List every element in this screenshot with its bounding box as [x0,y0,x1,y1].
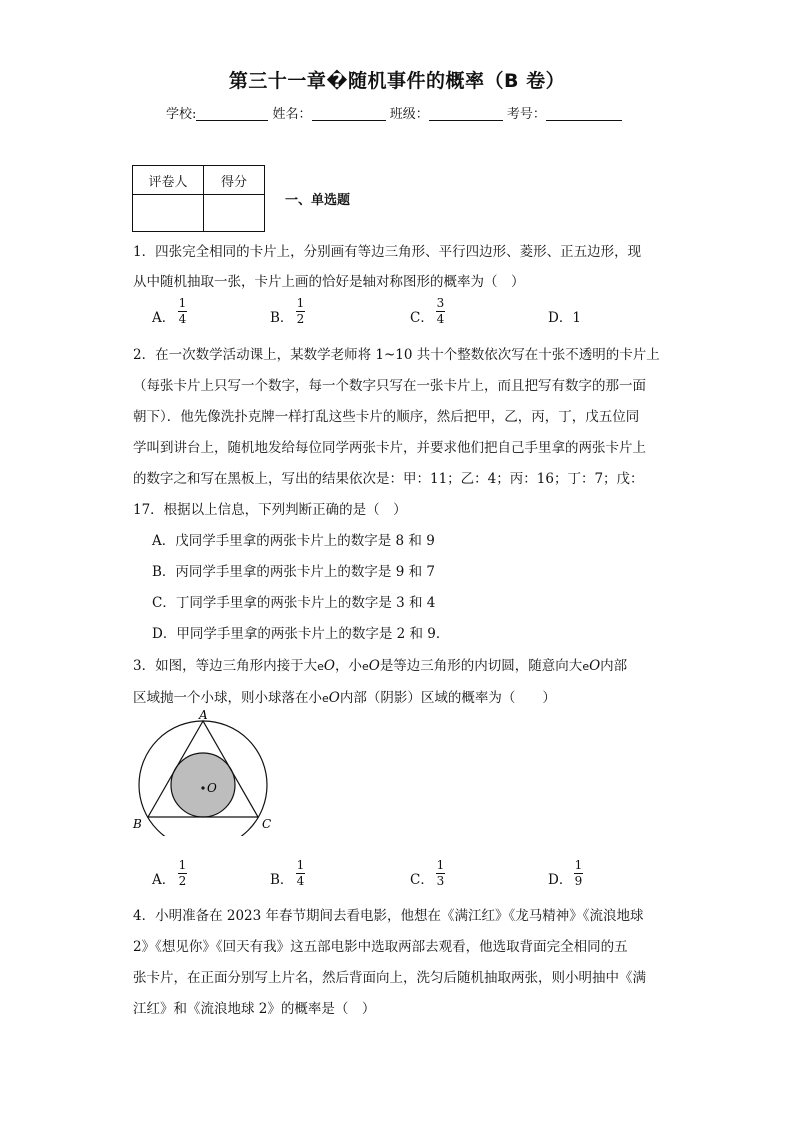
q1-option-b-fraction [296,297,305,326]
o-symbol: O [323,658,335,674]
q2-line-5: 的数字之和写在黑板上，写出的结果依次是：甲：11；乙：4；丙：16；丁：7；戊： [133,471,644,487]
numerator: 1 [178,296,187,310]
circle-symbol: e [361,660,369,673]
o-symbol: O [368,658,380,674]
q3-option-b-label[interactable]: B． [270,872,294,888]
numerator: 1 [178,858,187,872]
denominator: 2 [296,312,305,326]
page-title: 第三十一章�随机事件的概率（B 卷） [228,70,566,92]
q2-option-c[interactable]: C．丁同学手里拿的两张卡片上的数字是 3 和 4 [152,595,436,611]
q3-line-2 [133,686,556,706]
score-header: 得分 [204,166,265,195]
q3-text-3: 是等边三角形的内切圆，随意向大 [379,658,583,674]
q3-option-b-fraction [296,859,305,888]
q2-line-1: 2．在一次数学活动课上，某数学老师将 1~10 共十个整数依次写在十张不透明的卡片上 [133,347,660,363]
student-info-line [166,103,622,122]
q1-option-c-label[interactable]: C． [410,310,434,326]
section-title: 一、单选题 [285,193,351,208]
numerator: 1 [296,296,305,310]
denominator: 3 [436,874,445,888]
center-label-o: O [207,781,217,795]
o-symbol: O [328,690,340,706]
q2-line-6: 17．根据以上信息，下列判断正确的是（ ） [133,502,407,518]
class-blank[interactable] [429,106,503,121]
o-symbol: O [589,658,601,674]
q3-text-5: 区域抛一个小球，则小球落在小 [133,690,322,706]
name-blank[interactable] [312,106,386,121]
score-table [132,165,265,232]
q3-text-4: 内部 [600,658,628,674]
q3-line-1 [133,654,627,674]
numerator: 1 [436,858,445,872]
q3-option-a-fraction [178,859,187,888]
q3-option-c-fraction [436,859,445,888]
circle-symbol: e [317,660,324,673]
denominator: 2 [178,874,187,888]
circle-symbol: e [322,692,329,705]
number-blank[interactable] [546,106,622,121]
q3-text-6: 内部（阴影）区域的概率为（ ） [339,690,556,706]
denominator: 9 [574,874,583,888]
q2-option-d[interactable]: D．甲同学手里拿的两张卡片上的数字是 2 和 9． [152,626,450,642]
q4-line-4: 江红》和《流浪地球 2》的概率是（ ） [133,1001,376,1017]
circle-symbol: e [582,660,590,673]
q2-option-b[interactable]: B．丙同学手里拿的两张卡片上的数字是 9 和 7 [152,564,435,580]
school-blank[interactable] [196,106,268,121]
vertex-label-c: C [262,817,272,831]
denominator: 4 [178,312,187,326]
q1-line-2: 从中随机抽取一张，卡片上画的恰好是轴对称图形的概率为（ ） [133,274,525,290]
vertex-label-b: B [133,817,142,831]
denominator: 4 [296,874,305,888]
grader-header: 评卷人 [133,166,204,195]
q4-line-3: 张卡片，在正面分别写上片名，然后背面向上，洗匀后随机抽取两张，则小明抽中《满 [133,970,646,986]
q2-line-4: 学叫到讲台上，随机地发给每位同学两张卡片，并要求他们把自己手里拿的两张卡片上 [133,440,646,456]
q3-text-2: ，小 [334,658,362,674]
q2-line-2: （每张卡片上只写一个数字，每一个数字只写在一张卡片上，而且把写有数字的那一面 [133,378,646,394]
score-cell[interactable] [204,195,265,232]
denominator: 4 [436,312,445,326]
q1-option-b-label[interactable]: B． [270,310,294,326]
numerator: 1 [296,858,305,872]
q1-option-a-fraction [178,297,187,326]
q1-option-d[interactable]: D．1 [548,310,581,326]
numerator: 1 [574,858,583,872]
small-circle-shaded [171,753,235,817]
q3-option-d-label[interactable]: D． [548,872,573,888]
q3-option-c-label[interactable]: C． [410,872,434,888]
q1-option-a-label[interactable]: A． [152,310,176,326]
school-label: 学校: [166,107,197,122]
numerator: 3 [436,296,445,310]
q3-figure [128,706,288,836]
q3-text-1: 3．如图，等边三角形内接于大 [133,658,318,674]
q4-line-2: 2》《想见你》《回天有我》这五部电影中选取两部去观看，他选取背面完全相同的五 [133,939,628,955]
q3-option-a-label[interactable]: A． [152,872,176,888]
grader-cell[interactable] [133,195,204,232]
vertex-label-a: A [199,708,208,722]
q4-line-1: 4．小明准备在 2023 年春节期间去看电影，他想在《满江红》《龙马精神》《流浪地球 [133,908,644,924]
center-point [201,786,204,789]
class-label: 班级： [389,107,429,122]
q2-line-3: 朝下）．他先像洗扑克牌一样打乱这些卡片的顺序，然后把甲，乙，丙，丁，戊五位同 [133,409,640,425]
q2-option-a[interactable]: A．戊同学手里拿的两张卡片上的数字是 8 和 9 [152,533,435,549]
q3-option-d-fraction [574,859,583,888]
name-label: 姓名： [272,107,312,122]
q1-line-1: 1．四张完全相同的卡片上，分别画有等边三角形、平行四边形、菱形、正五边形，现 [133,244,642,260]
q1-option-c-fraction [436,297,445,326]
number-label: 考号： [506,107,546,122]
